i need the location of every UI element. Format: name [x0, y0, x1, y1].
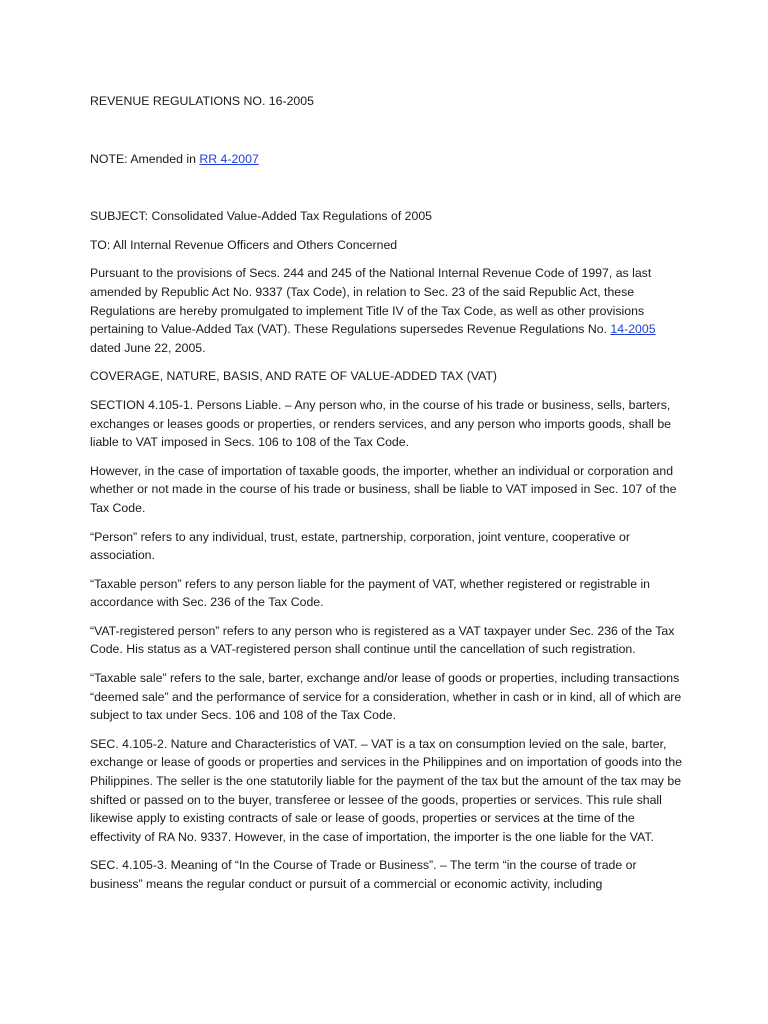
rr-14-2005-link[interactable]: 14-2005	[610, 322, 656, 337]
subject-line: SUBJECT: Consolidated Value-Added Tax Regulations of 2005	[90, 209, 433, 224]
definition-taxable-sale: “Taxable sale” refers to the sale, barter, exchange and/or lease of goods or properties, including transactions “deemed sale” and the performance of service for a consideration, whether in cash or in kind, all of which are subject to tax under Secs. 106 and 108 of the Tax Code.	[90, 671, 682, 723]
pursuant-date-text: dated June 22, 2005.	[90, 340, 206, 355]
regulation-title: REVENUE REGULATIONS NO. 16-2005	[90, 94, 314, 108]
section-nature-of-vat: SEC. 4.105-2. Nature and Characteristics of VAT. – VAT is a tax on consumption levied on the sale, barter, exchange or lease of goods or properties and services in the Philippines and on importation of goods into the Philippines. The seller is the one statutorily liable for the payment of the tax but the amount of the tax may be shifted or passed on to the buyer, transferee or lessee of the goods, properties or services. This rule shall likewise apply to existing contracts of sale or lease of goods, properties or services at the time of the effectivity of RA No. 9337. However, in the case of importation, the importer is the one liable for the VAT.	[90, 736, 682, 844]
rr-4-2007-link[interactable]: RR 4-2007	[199, 151, 259, 166]
section-course-of-trade: SEC. 4.105-3. Meaning of “In the Course of Trade or Business”. – The term “in the course of trade or business” means the regular conduct or pursuit of a commercial or economic activity, including	[90, 858, 637, 891]
addressee-line: TO: All Internal Revenue Officers and Others Concerned	[90, 237, 398, 252]
amendment-note-text: NOTE: Amended in	[90, 151, 200, 166]
importation-paragraph: However, in the case of importation of taxable goods, the importer, whether an individual or corporation and whether or not made in the course of his trade or business, shall be liable to VAT imposed in Sec. 107 of the Tax Code.	[90, 463, 677, 515]
document-page	[90, 92, 686, 904]
definition-taxable-person: “Taxable person” refers to any person liable for the payment of VAT, whether registered or registrable in accordance with Sec. 236 of the Tax Code.	[90, 576, 651, 610]
pursuant-text: Pursuant to the provisions of Secs. 244 and 245 of the National Internal Revenue Code of 1997, as last amended by Republic Act No. 9337 (Tax Code), in relation to Sec. 23 of the said Republic Act, these Regulations are hereby promulgated to implement Title IV of the Tax Code, as well as other provisions pertaining to Value-Added Tax (VAT). These Regulations supersedes Revenue Regulations No.	[90, 266, 652, 337]
section-persons-liable: SECTION 4.105-1. Persons Liable. – Any person who, in the course of his trade or business, sells, barters, exchanges or leases goods or properties, or renders services, and any person who imports goods, shall be liable to VAT imposed in Secs. 106 to 108 of the Tax Code.	[90, 397, 672, 450]
definition-vat-registered-person: “VAT-registered person” refers to any person who is registered as a VAT taxpayer under Sec. 236 of the Tax Code. His status as a VAT-registered person shall continue until the cancellation of such registration.	[90, 623, 675, 657]
pursuant-paragraph	[90, 264, 686, 357]
definition-person: “Person” refers to any individual, trust, estate, partnership, corporation, joint venture, cooperative or association.	[90, 529, 630, 563]
coverage-heading: COVERAGE, NATURE, BASIS, AND RATE OF VALUE-ADDED TAX (VAT)	[90, 369, 498, 384]
amendment-note	[90, 150, 686, 169]
